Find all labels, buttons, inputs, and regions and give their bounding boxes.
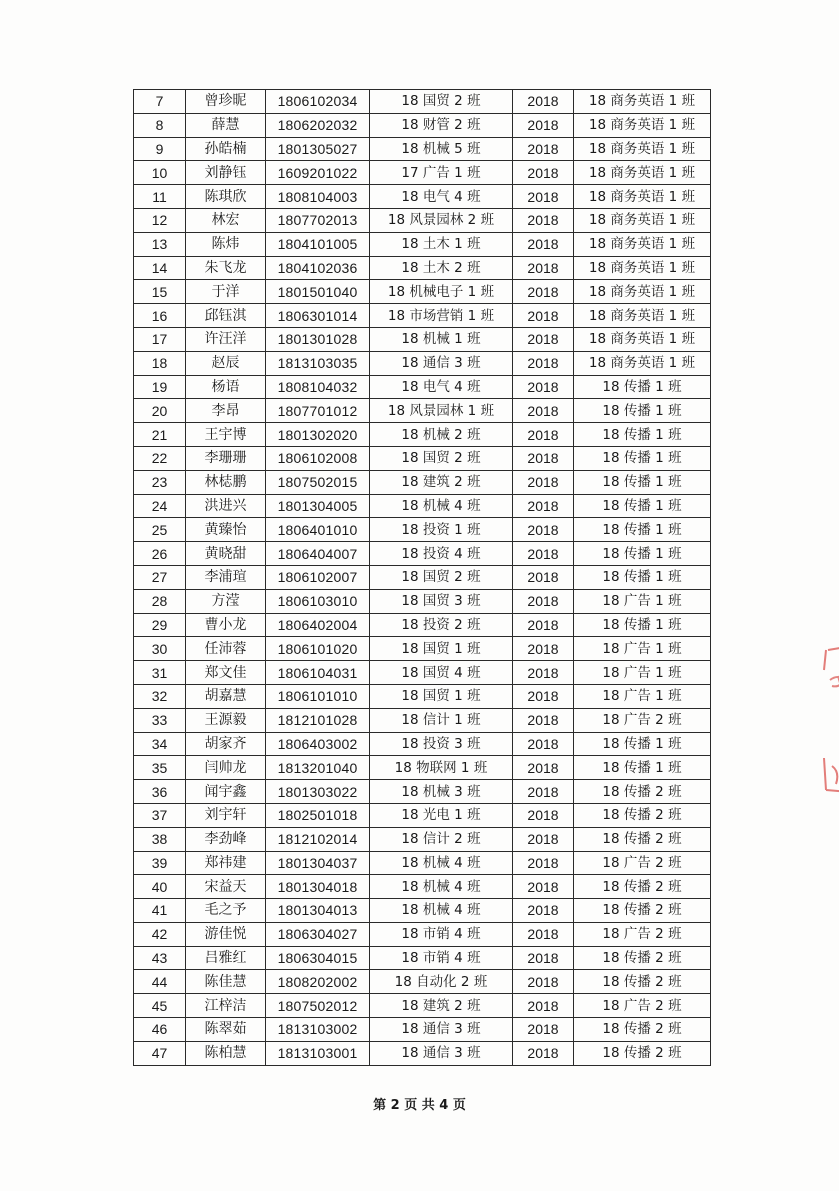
table-row [134, 113, 711, 137]
student-id-cell: 1808104003 [266, 185, 370, 209]
row-number-cell: 12 [134, 208, 186, 232]
table-row [134, 780, 711, 804]
student-id-cell: 1804102036 [266, 256, 370, 280]
table-row [134, 399, 711, 423]
assigned-class-cell: 18 商务英语 1 班 [574, 232, 711, 256]
assigned-class-cell: 18 广告 2 班 [574, 708, 711, 732]
student-name-cell: 刘静钰 [186, 161, 266, 185]
row-number-cell: 11 [134, 185, 186, 209]
original-class-cell: 18 信计 2 班 [370, 827, 513, 851]
enrollment-year-cell: 2018 [513, 113, 574, 137]
student-id-cell: 1806202032 [266, 113, 370, 137]
original-class-cell: 18 国贸 1 班 [370, 637, 513, 661]
student-name-cell: 陈柏慧 [186, 1041, 266, 1065]
student-id-cell: 1806103010 [266, 589, 370, 613]
assigned-class-cell: 18 传播 2 班 [574, 1018, 711, 1042]
original-class-cell: 18 机械 3 班 [370, 780, 513, 804]
assigned-class-cell: 18 传播 2 班 [574, 899, 711, 923]
student-name-cell: 陈佳慧 [186, 970, 266, 994]
enrollment-year-cell: 2018 [513, 565, 574, 589]
student-id-cell: 1812101028 [266, 708, 370, 732]
student-id-cell: 1806404007 [266, 542, 370, 566]
original-class-cell: 18 自动化 2 班 [370, 970, 513, 994]
original-class-cell: 18 投资 4 班 [370, 542, 513, 566]
enrollment-year-cell: 2018 [513, 208, 574, 232]
student-id-cell: 1807502015 [266, 470, 370, 494]
enrollment-year-cell: 2018 [513, 875, 574, 899]
student-id-cell: 1808104032 [266, 375, 370, 399]
row-number-cell: 28 [134, 589, 186, 613]
table-row [134, 589, 711, 613]
assigned-class-cell: 18 商务英语 1 班 [574, 161, 711, 185]
student-name-cell: 毛之予 [186, 899, 266, 923]
assigned-class-cell: 18 传播 1 班 [574, 756, 711, 780]
table-row [134, 899, 711, 923]
original-class-cell: 18 通信 3 班 [370, 1041, 513, 1065]
student-name-cell: 任沛蓉 [186, 637, 266, 661]
table-row [134, 684, 711, 708]
student-name-cell: 于洋 [186, 280, 266, 304]
original-class-cell: 18 市销 4 班 [370, 946, 513, 970]
original-class-cell: 18 建筑 2 班 [370, 470, 513, 494]
table-row [134, 185, 711, 209]
table-row [134, 542, 711, 566]
assigned-class-cell: 18 广告 2 班 [574, 922, 711, 946]
row-number-cell: 29 [134, 613, 186, 637]
assigned-class-cell: 18 传播 1 班 [574, 375, 711, 399]
original-class-cell: 18 投资 2 班 [370, 613, 513, 637]
enrollment-year-cell: 2018 [513, 446, 574, 470]
table-row [134, 851, 711, 875]
enrollment-year-cell: 2018 [513, 494, 574, 518]
student-id-cell: 1807702013 [266, 208, 370, 232]
enrollment-year-cell: 2018 [513, 946, 574, 970]
original-class-cell: 18 市销 4 班 [370, 922, 513, 946]
student-id-cell: 1801301028 [266, 327, 370, 351]
student-name-cell: 孙皓楠 [186, 137, 266, 161]
table-row [134, 803, 711, 827]
enrollment-year-cell: 2018 [513, 304, 574, 328]
row-number-cell: 32 [134, 684, 186, 708]
student-id-cell: 1813103002 [266, 1018, 370, 1042]
student-id-cell: 1806102034 [266, 90, 370, 114]
student-name-cell: 吕雅红 [186, 946, 266, 970]
row-number-cell: 7 [134, 90, 186, 114]
assigned-class-cell: 18 传播 1 班 [574, 494, 711, 518]
student-id-cell: 1804101005 [266, 232, 370, 256]
original-class-cell: 18 风景园林 1 班 [370, 399, 513, 423]
student-id-cell: 1801304018 [266, 875, 370, 899]
assigned-class-cell: 18 传播 1 班 [574, 518, 711, 542]
enrollment-year-cell: 2018 [513, 661, 574, 685]
table-row [134, 90, 711, 114]
enrollment-year-cell: 2018 [513, 470, 574, 494]
row-number-cell: 10 [134, 161, 186, 185]
enrollment-year-cell: 2018 [513, 423, 574, 447]
student-id-cell: 1801303022 [266, 780, 370, 804]
original-class-cell: 18 电气 4 班 [370, 185, 513, 209]
original-class-cell: 18 投资 1 班 [370, 518, 513, 542]
student-name-cell: 黄晓甜 [186, 542, 266, 566]
table-row [134, 661, 711, 685]
enrollment-year-cell: 2018 [513, 637, 574, 661]
student-name-cell: 江梓洁 [186, 994, 266, 1018]
row-number-cell: 9 [134, 137, 186, 161]
table-row [134, 994, 711, 1018]
table-row [134, 494, 711, 518]
original-class-cell: 18 机械 4 班 [370, 899, 513, 923]
row-number-cell: 44 [134, 970, 186, 994]
enrollment-year-cell: 2018 [513, 256, 574, 280]
original-class-cell: 18 电气 4 班 [370, 375, 513, 399]
row-number-cell: 47 [134, 1041, 186, 1065]
student-id-cell: 1808202002 [266, 970, 370, 994]
assigned-class-cell: 18 传播 2 班 [574, 946, 711, 970]
original-class-cell: 18 机械 5 班 [370, 137, 513, 161]
assigned-class-cell: 18 商务英语 1 班 [574, 304, 711, 328]
assigned-class-cell: 18 传播 2 班 [574, 780, 711, 804]
enrollment-year-cell: 2018 [513, 922, 574, 946]
student-id-cell: 1801304037 [266, 851, 370, 875]
table-row [134, 423, 711, 447]
assigned-class-cell: 18 传播 2 班 [574, 827, 711, 851]
assigned-class-cell: 18 商务英语 1 班 [574, 280, 711, 304]
enrollment-year-cell: 2018 [513, 137, 574, 161]
student-name-cell: 黄臻怡 [186, 518, 266, 542]
assigned-class-cell: 18 广告 2 班 [574, 994, 711, 1018]
table-row [134, 1041, 711, 1065]
student-name-cell: 赵辰 [186, 351, 266, 375]
original-class-cell: 18 土木 2 班 [370, 256, 513, 280]
enrollment-year-cell: 2018 [513, 851, 574, 875]
enrollment-year-cell: 2018 [513, 375, 574, 399]
original-class-cell: 18 国贸 1 班 [370, 684, 513, 708]
enrollment-year-cell: 2018 [513, 803, 574, 827]
enrollment-year-cell: 2018 [513, 232, 574, 256]
table-row [134, 304, 711, 328]
original-class-cell: 18 机械 1 班 [370, 327, 513, 351]
original-class-cell: 17 广告 1 班 [370, 161, 513, 185]
student-id-cell: 1806304027 [266, 922, 370, 946]
original-class-cell: 18 机械 4 班 [370, 875, 513, 899]
original-class-cell: 18 机械 4 班 [370, 494, 513, 518]
student-name-cell: 胡嘉慧 [186, 684, 266, 708]
student-id-cell: 1801302020 [266, 423, 370, 447]
enrollment-year-cell: 2018 [513, 708, 574, 732]
row-number-cell: 35 [134, 756, 186, 780]
row-number-cell: 46 [134, 1018, 186, 1042]
row-number-cell: 25 [134, 518, 186, 542]
roster-body [134, 90, 711, 1066]
student-id-cell: 1802501018 [266, 803, 370, 827]
table-row [134, 256, 711, 280]
student-name-cell: 曹小龙 [186, 613, 266, 637]
row-number-cell: 19 [134, 375, 186, 399]
table-row [134, 208, 711, 232]
student-name-cell: 李珊珊 [186, 446, 266, 470]
row-number-cell: 23 [134, 470, 186, 494]
table-row [134, 708, 711, 732]
table-row [134, 732, 711, 756]
table-row [134, 946, 711, 970]
original-class-cell: 18 国贸 2 班 [370, 446, 513, 470]
original-class-cell: 18 通信 3 班 [370, 351, 513, 375]
assigned-class-cell: 18 传播 1 班 [574, 446, 711, 470]
row-number-cell: 14 [134, 256, 186, 280]
row-number-cell: 34 [134, 732, 186, 756]
student-name-cell: 李劲峰 [186, 827, 266, 851]
enrollment-year-cell: 2018 [513, 1018, 574, 1042]
table-row [134, 280, 711, 304]
student-roster-table [133, 89, 711, 1066]
original-class-cell: 18 国贸 2 班 [370, 565, 513, 589]
assigned-class-cell: 18 商务英语 1 班 [574, 90, 711, 114]
student-id-cell: 1813103001 [266, 1041, 370, 1065]
original-class-cell: 18 投资 3 班 [370, 732, 513, 756]
student-id-cell: 1806101010 [266, 684, 370, 708]
assigned-class-cell: 18 广告 1 班 [574, 589, 711, 613]
original-class-cell: 18 市场营销 1 班 [370, 304, 513, 328]
row-number-cell: 30 [134, 637, 186, 661]
row-number-cell: 42 [134, 922, 186, 946]
original-class-cell: 18 国贸 4 班 [370, 661, 513, 685]
assigned-class-cell: 18 商务英语 1 班 [574, 351, 711, 375]
row-number-cell: 45 [134, 994, 186, 1018]
student-name-cell: 许汪洋 [186, 327, 266, 351]
student-name-cell: 陈琪欣 [186, 185, 266, 209]
student-id-cell: 1812102014 [266, 827, 370, 851]
original-class-cell: 18 物联网 1 班 [370, 756, 513, 780]
red-seal-stamp [800, 640, 839, 820]
student-name-cell: 宋益天 [186, 875, 266, 899]
table-row [134, 565, 711, 589]
assigned-class-cell: 18 广告 1 班 [574, 637, 711, 661]
page-number-footer: 第 2 页 共 4 页 [373, 1098, 466, 1113]
assigned-class-cell: 18 广告 1 班 [574, 684, 711, 708]
assigned-class-cell: 18 广告 2 班 [574, 851, 711, 875]
enrollment-year-cell: 2018 [513, 827, 574, 851]
assigned-class-cell: 18 传播 2 班 [574, 803, 711, 827]
row-number-cell: 20 [134, 399, 186, 423]
table-row [134, 756, 711, 780]
row-number-cell: 39 [134, 851, 186, 875]
table-row [134, 232, 711, 256]
assigned-class-cell: 18 传播 1 班 [574, 470, 711, 494]
assigned-class-cell: 18 传播 1 班 [574, 565, 711, 589]
row-number-cell: 33 [134, 708, 186, 732]
row-number-cell: 22 [134, 446, 186, 470]
row-number-cell: 15 [134, 280, 186, 304]
student-id-cell: 1806401010 [266, 518, 370, 542]
student-id-cell: 1806402004 [266, 613, 370, 637]
enrollment-year-cell: 2018 [513, 327, 574, 351]
student-id-cell: 1806101020 [266, 637, 370, 661]
student-name-cell: 陈炜 [186, 232, 266, 256]
original-class-cell: 18 风景园林 2 班 [370, 208, 513, 232]
student-name-cell: 王宇博 [186, 423, 266, 447]
assigned-class-cell: 18 商务英语 1 班 [574, 185, 711, 209]
enrollment-year-cell: 2018 [513, 399, 574, 423]
row-number-cell: 18 [134, 351, 186, 375]
student-name-cell: 王源毅 [186, 708, 266, 732]
student-name-cell: 曾珍昵 [186, 90, 266, 114]
table-row [134, 922, 711, 946]
table-row [134, 351, 711, 375]
row-number-cell: 40 [134, 875, 186, 899]
table-row [134, 827, 711, 851]
student-id-cell: 1813201040 [266, 756, 370, 780]
enrollment-year-cell: 2018 [513, 994, 574, 1018]
enrollment-year-cell: 2018 [513, 970, 574, 994]
row-number-cell: 16 [134, 304, 186, 328]
row-number-cell: 38 [134, 827, 186, 851]
enrollment-year-cell: 2018 [513, 280, 574, 304]
table-row [134, 161, 711, 185]
enrollment-year-cell: 2018 [513, 542, 574, 566]
original-class-cell: 18 机械 2 班 [370, 423, 513, 447]
row-number-cell: 8 [134, 113, 186, 137]
student-id-cell: 1813103035 [266, 351, 370, 375]
assigned-class-cell: 18 传播 1 班 [574, 399, 711, 423]
original-class-cell: 18 机械 4 班 [370, 851, 513, 875]
student-id-cell: 1806102008 [266, 446, 370, 470]
assigned-class-cell: 18 商务英语 1 班 [574, 208, 711, 232]
student-id-cell: 1807701012 [266, 399, 370, 423]
assigned-class-cell: 18 传播 1 班 [574, 542, 711, 566]
assigned-class-cell: 18 传播 2 班 [574, 875, 711, 899]
enrollment-year-cell: 2018 [513, 780, 574, 804]
student-name-cell: 闫帅龙 [186, 756, 266, 780]
student-name-cell: 薛慧 [186, 113, 266, 137]
row-number-cell: 21 [134, 423, 186, 447]
row-number-cell: 17 [134, 327, 186, 351]
student-name-cell: 郑祎建 [186, 851, 266, 875]
student-name-cell: 朱飞龙 [186, 256, 266, 280]
student-name-cell: 杨语 [186, 375, 266, 399]
student-name-cell: 邱钰淇 [186, 304, 266, 328]
table-row [134, 470, 711, 494]
assigned-class-cell: 18 商务英语 1 班 [574, 327, 711, 351]
enrollment-year-cell: 2018 [513, 161, 574, 185]
assigned-class-cell: 18 传播 1 班 [574, 423, 711, 447]
student-id-cell: 1801305027 [266, 137, 370, 161]
assigned-class-cell: 18 传播 2 班 [574, 1041, 711, 1065]
assigned-class-cell: 18 广告 1 班 [574, 661, 711, 685]
table-row [134, 375, 711, 399]
table-row [134, 518, 711, 542]
enrollment-year-cell: 2018 [513, 185, 574, 209]
enrollment-year-cell: 2018 [513, 1041, 574, 1065]
student-name-cell: 洪进兴 [186, 494, 266, 518]
original-class-cell: 18 土木 1 班 [370, 232, 513, 256]
enrollment-year-cell: 2018 [513, 732, 574, 756]
assigned-class-cell: 18 传播 1 班 [574, 732, 711, 756]
row-number-cell: 24 [134, 494, 186, 518]
student-name-cell: 郑文佳 [186, 661, 266, 685]
original-class-cell: 18 国贸 3 班 [370, 589, 513, 613]
row-number-cell: 26 [134, 542, 186, 566]
student-name-cell: 闻宇鑫 [186, 780, 266, 804]
table-row [134, 970, 711, 994]
student-name-cell: 刘宇轩 [186, 803, 266, 827]
student-id-cell: 1806301014 [266, 304, 370, 328]
original-class-cell: 18 光电 1 班 [370, 803, 513, 827]
row-number-cell: 37 [134, 803, 186, 827]
row-number-cell: 43 [134, 946, 186, 970]
enrollment-year-cell: 2018 [513, 756, 574, 780]
row-number-cell: 31 [134, 661, 186, 685]
original-class-cell: 18 国贸 2 班 [370, 90, 513, 114]
original-class-cell: 18 财管 2 班 [370, 113, 513, 137]
student-id-cell: 1801501040 [266, 280, 370, 304]
row-number-cell: 36 [134, 780, 186, 804]
assigned-class-cell: 18 商务英语 1 班 [574, 137, 711, 161]
table-row [134, 327, 711, 351]
enrollment-year-cell: 2018 [513, 351, 574, 375]
assigned-class-cell: 18 商务英语 1 班 [574, 256, 711, 280]
student-id-cell: 1801304005 [266, 494, 370, 518]
table-row [134, 1018, 711, 1042]
table-row [134, 446, 711, 470]
assigned-class-cell: 18 传播 2 班 [574, 970, 711, 994]
enrollment-year-cell: 2018 [513, 589, 574, 613]
enrollment-year-cell: 2018 [513, 613, 574, 637]
enrollment-year-cell: 2018 [513, 90, 574, 114]
original-class-cell: 18 建筑 2 班 [370, 994, 513, 1018]
student-id-cell: 1806104031 [266, 661, 370, 685]
enrollment-year-cell: 2018 [513, 899, 574, 923]
student-id-cell: 1806403002 [266, 732, 370, 756]
student-name-cell: 李昂 [186, 399, 266, 423]
student-id-cell: 1801304013 [266, 899, 370, 923]
student-id-cell: 1807502012 [266, 994, 370, 1018]
student-name-cell: 林梽鹏 [186, 470, 266, 494]
original-class-cell: 18 信计 1 班 [370, 708, 513, 732]
row-number-cell: 41 [134, 899, 186, 923]
student-name-cell: 林宏 [186, 208, 266, 232]
enrollment-year-cell: 2018 [513, 684, 574, 708]
student-name-cell: 李浦瑄 [186, 565, 266, 589]
table-row [134, 637, 711, 661]
original-class-cell: 18 通信 3 班 [370, 1018, 513, 1042]
student-name-cell: 胡家齐 [186, 732, 266, 756]
table-row [134, 613, 711, 637]
row-number-cell: 27 [134, 565, 186, 589]
student-name-cell: 陈翠茹 [186, 1018, 266, 1042]
student-name-cell: 方滢 [186, 589, 266, 613]
original-class-cell: 18 机械电子 1 班 [370, 280, 513, 304]
table-row [134, 137, 711, 161]
enrollment-year-cell: 2018 [513, 518, 574, 542]
student-id-cell: 1806304015 [266, 946, 370, 970]
row-number-cell: 13 [134, 232, 186, 256]
student-id-cell: 1806102007 [266, 565, 370, 589]
assigned-class-cell: 18 传播 1 班 [574, 613, 711, 637]
table-row [134, 875, 711, 899]
assigned-class-cell: 18 商务英语 1 班 [574, 113, 711, 137]
student-id-cell: 1609201022 [266, 161, 370, 185]
student-name-cell: 游佳悦 [186, 922, 266, 946]
